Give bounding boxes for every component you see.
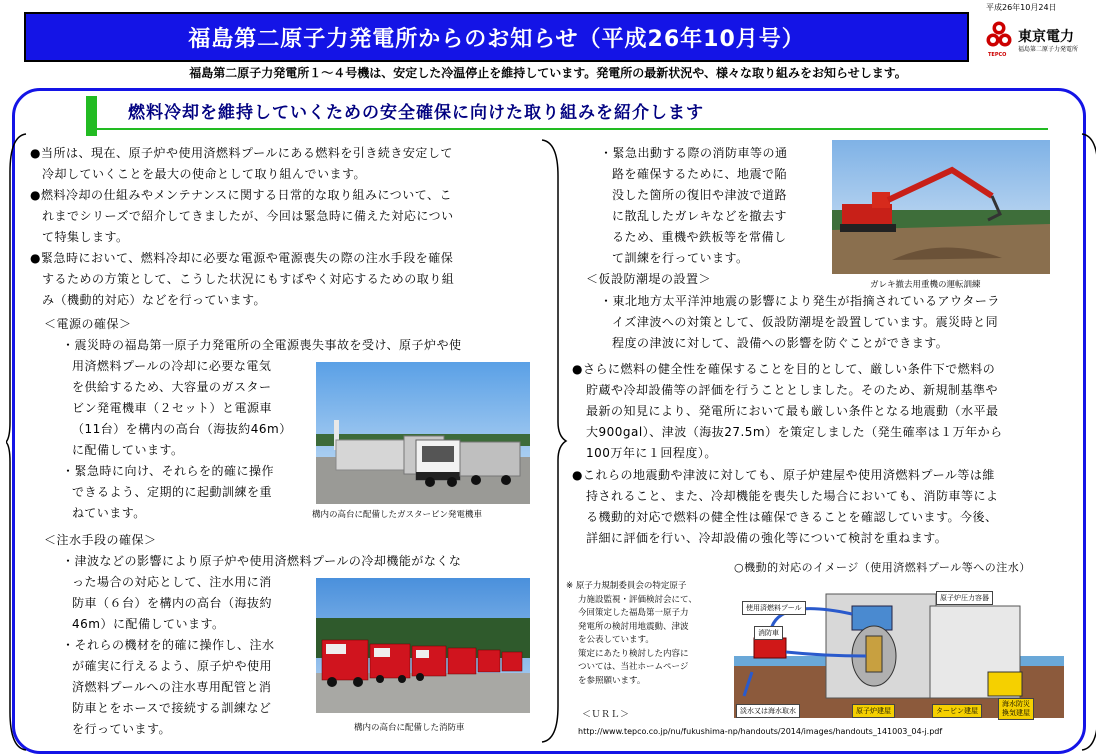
logo-subtitle: 福島第二原子力発電所 xyxy=(1018,46,1079,53)
footnote: ※ 原子力規制委員会の特定原子 力施設監視・評価検討会にて、 今回策定した福島第一原子力 発電所の検討用地震動、津波 を公表しています。 策定にあたり検討した内容に ついては、当社ホームページ を参照願います。 xyxy=(566,581,697,686)
heading-accent-bar xyxy=(86,96,97,136)
water-bullet-2: ・それらの機材を的確に操作し、注水 が確実に行えるよう、原子炉や使用 済燃料プールへの注水専用配管と消 防車とをホースで接続する訓練など を行っています。 xyxy=(62,638,275,736)
heading-underline xyxy=(86,128,1048,130)
debris-removal-caption: ガレキ撤去用重機の運転訓練 xyxy=(870,280,981,290)
reference-url-link[interactable]: http://www.tepco.co.jp/nu/fukushima-np/handouts/2014/images/handouts_141003_04-j.pdf xyxy=(578,727,943,736)
label-seawall-building: 海水防災 換気建屋 xyxy=(998,698,1034,720)
confirmation-paragraph: ●これらの地震動や津波に対しても、原子炉建屋や使用済燃料プール等は維 持されること、また、冷却機能を喪失した場合においても、消防車等によ る機動的対応で燃料の健全性は確保できることを確認しています。今後、 詳細に評価を行い、冷却設備の強化等について検討を重ねます。 xyxy=(572,468,999,545)
tepco-logo xyxy=(980,16,1092,60)
logo-name: 東京電力 xyxy=(1018,29,1074,45)
fire-engine-photo xyxy=(316,578,530,713)
left-brace-decoration xyxy=(6,132,28,752)
section-heading: 燃料冷却を維持していくための安全確保に向けた取り組みを紹介します xyxy=(128,103,704,123)
issue-date: 平成26年10月24日 xyxy=(986,3,1057,12)
label-fire-engine: 消防車 xyxy=(754,626,783,640)
label-water-intake: 淡水又は海水取水 xyxy=(736,704,800,718)
evaluation-paragraph: ●さらに燃料の健全性を確保することを目的として、厳しい条件下で燃料の 貯蔵や冷却設備等の評価を行うこととしました。そのため、新規制基準や 最新の知見により、発電所において最も厳しい条件となる地震動（水平最 大900gal）、津波（海抜27.5m）を策定しました（発生確率は１万年から 100万年に１回程度）。 xyxy=(572,362,1003,460)
debris-bullet: ・緊急出動する際の消防車等の通 路を確保するために、地震で陥 没した箇所の復旧や津波で道路 に散乱したガレキなどを撤去す るため、重機や鉄板等を常備し て訓練を行っています。 xyxy=(600,146,788,265)
water-heading: ＜注水手段の確保＞ xyxy=(44,533,157,547)
gas-turbine-photo xyxy=(316,362,530,504)
gas-turbine-caption: 構内の高台に配備したガスタービン発電機車 xyxy=(312,510,483,520)
power-bullet-2: ・緊急時に向け、それらを的確に操作 できるよう、定期的に起動訓練を重 ねています。 xyxy=(62,464,275,520)
label-pressure-vessel: 原子炉圧力容器 xyxy=(936,591,993,605)
debris-removal-photo xyxy=(832,140,1050,274)
url-label: ＜ＵＲＬ＞ xyxy=(582,710,630,720)
mobile-response-diagram xyxy=(734,576,1064,718)
power-heading: ＜電源の確保＞ xyxy=(44,317,132,331)
page-title: 福島第二原子力発電所からのお知らせ（平成26年10月号） xyxy=(24,12,969,62)
diagram-title: ○機動的対応のイメージ（使用済燃料プール等への注水） xyxy=(734,561,1031,574)
seawall-heading: ＜仮設防潮堤の設置＞ xyxy=(586,272,712,286)
intro-paragraph-1: ●当所は、現在、原子炉や使用済燃料プールにある燃料を引き続き安定して 冷却していくことを最大の使命として取り組んでいます。 xyxy=(30,146,453,181)
label-turbine-building: タービン建屋 xyxy=(932,704,982,718)
intro-paragraph-2: ●燃料冷却の仕組みやメンテナンスに関する日常的な取り組みについて、こ れまでシリーズで紹介してきましたが、今回は緊急時に備えた対応につい て特集します。 xyxy=(30,188,454,244)
fire-engine-caption: 構内の高台に配備した消防車 xyxy=(354,723,465,733)
power-bullet-1: ・震災時の福島第一原子力発電所の全電源喪失事故を受け、原子炉や使 用済燃料プールの冷却に必要な電気 を供給するため、大容量のガスター ビン発電機車（２セット）と電源車 （11台）を構内の高台（海抜約46m） に配備しています。 xyxy=(62,338,462,457)
seawall-bullet: ・東北地方太平洋沖地震の影響により発生が指摘されているアウターラ イズ津波への対策として、仮設防潮堤を設置しています。震災時と同 程度の津波に対して、設備への影響を防ぐことができます。 xyxy=(600,294,1000,350)
label-reactor-building: 原子炉建屋 xyxy=(852,704,895,718)
label-fuel-pool: 使用済燃料プール xyxy=(742,601,806,615)
logo-tepco-text: TEPCO xyxy=(988,52,1007,58)
right-brace-decoration xyxy=(1080,132,1096,752)
page-subtitle: 福島第二原子力発電所１～４号機は、安定した冷温停止を維持しています。発電所の最新状況や、様々な取り組みをお知らせします。 xyxy=(189,66,907,80)
water-bullet-1: ・津波などの影響により原子炉や使用済燃料プールの冷却機能がなくな った場合の対応として、注水用に消 防車（６台）を構内の高台（海抜約 46m）に配備しています。 xyxy=(62,554,462,631)
tepco-logo-icon xyxy=(984,20,1014,52)
intro-paragraph-3: ●緊急時において、燃料冷却に必要な電源や電源喪失の際の注水手段を確保 するための方策として、こうした状況にもすばやく対応するための取り組 み（機動的対応）などを行っています。 xyxy=(30,251,455,307)
